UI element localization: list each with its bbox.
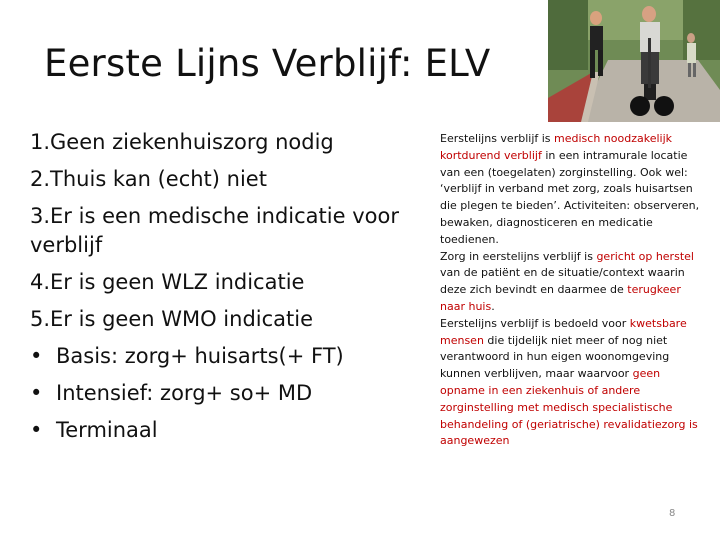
text-span: in een intramurale locatie van een (toegelaten) zorginstelling. Ook wel: ‘verblijf in verband met zorg, zoals huisartsen die plegen te bieden’. Activiteiten: observeren, bewaken, diagnosticeren en medicatie toedienen. xyxy=(440,148,700,246)
text-span: Zorg in eerstelijns verblijf is xyxy=(440,249,597,263)
list-item: 4.Er is geen WLZ indicatie xyxy=(30,270,305,294)
description-paragraph xyxy=(440,131,702,249)
description-paragraph xyxy=(440,249,702,316)
text-span: van de patiënt en de situatie/context waarin deze zich bevindt en daarmee de xyxy=(440,266,685,297)
slide-title: Eerste Lijns Verblijf: ELV xyxy=(44,42,491,85)
list-item: 5.Er is geen WMO indicatie xyxy=(30,307,314,331)
description-text xyxy=(440,131,702,450)
highlight-span: geen opname in een ziekenhuis of andere zorginstelling met medisch specialistische behandeling of (geriatrische) revalidatiezorg is aangewezen xyxy=(440,367,698,448)
text-span: Eerstelijns verblijf is bedoeld voor xyxy=(440,316,630,330)
segway-photo xyxy=(548,0,720,122)
description-paragraph xyxy=(440,316,702,450)
list-item: 2.Thuis kan (echt) niet xyxy=(30,167,267,191)
bullet-dot: • xyxy=(30,381,43,405)
list-item: 3.Er is een medische indicatie voor verblijf xyxy=(30,204,399,257)
text-span: . xyxy=(491,299,495,313)
bullet-dot: • xyxy=(30,344,43,368)
list-item: 1.Geen ziekenhuiszorg nodig xyxy=(30,130,334,154)
bullet-dot: • xyxy=(30,418,43,442)
bullet-item xyxy=(30,379,400,408)
highlight-span: kwetsbare mensen xyxy=(440,316,687,347)
criteria-list xyxy=(30,128,400,453)
text-span: Eerstelijns verblijf is xyxy=(440,132,555,145)
highlight-span: gericht op herstel xyxy=(596,249,694,263)
bullet-text: Terminaal xyxy=(56,418,158,442)
bullet-item xyxy=(30,342,400,371)
bullet-text: Intensief: zorg+ so+ MD xyxy=(56,381,313,405)
text-span: die tijdelijk niet meer of nog niet verantwoord in hun eigen woonomgeving kunnen verblijven, maar waarvoor xyxy=(440,333,670,381)
bullet-item xyxy=(30,416,400,445)
highlight-span: medisch noodzakelijk kortdurend verblijf xyxy=(440,132,673,162)
photo-illustration xyxy=(548,0,720,122)
page-number: 8 xyxy=(669,508,676,519)
highlight-span: terugkeer naar huis xyxy=(440,283,681,313)
bullet-text: Basis: zorg+ huisarts(+ FT) xyxy=(56,344,344,368)
